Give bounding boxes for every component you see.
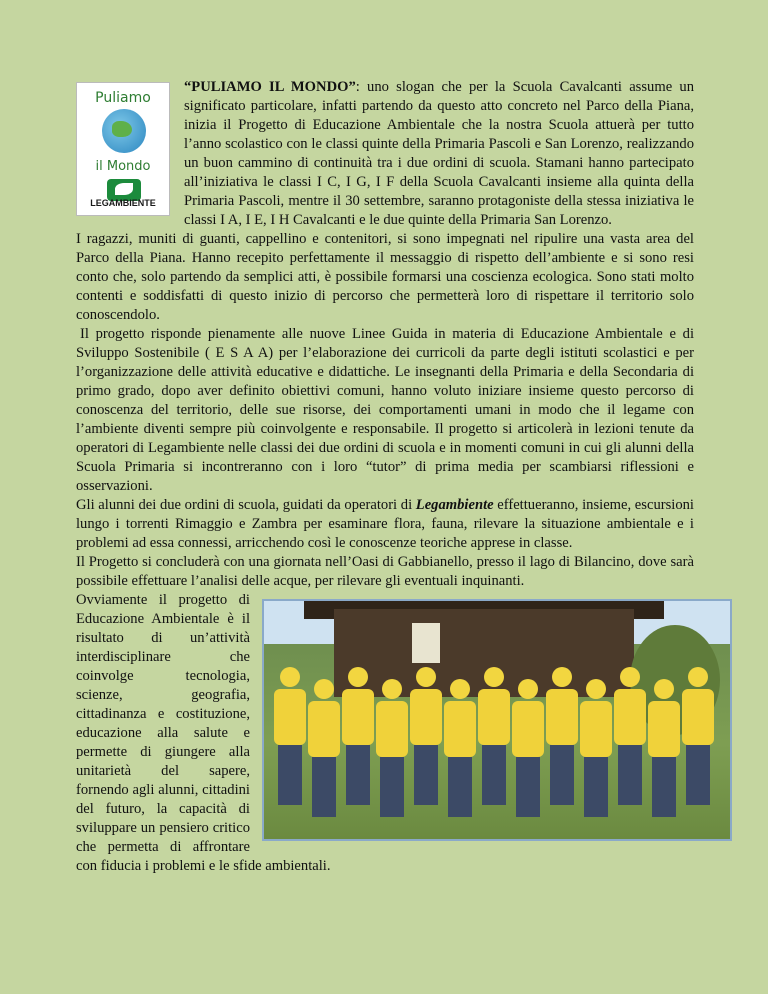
student-figure — [510, 679, 546, 839]
student-figure — [680, 667, 716, 827]
paragraph-4 — [76, 496, 694, 553]
student-figure — [306, 679, 342, 839]
student-figure — [340, 667, 376, 827]
logo-line2: il Mondo — [95, 159, 151, 174]
cabin-sign — [412, 623, 440, 663]
student-figure — [646, 679, 682, 839]
paragraph-2: I ragazzi, muniti di guanti, cappellino e contenitori, si sono impegnati nel ripulire una vasta area del Parco della Piana. Hanno recepito perfettamente il messaggio di rispetto dell’ambiente e si sono resi conto che, solo partendo da semplici atti, è possibile formarsi una coscienza ecologica. Sono stati molto contenti e soddisfatti di questo inizio di percorso che permetterà loro di rispettare il territorio solo conoscendolo. — [76, 231, 694, 323]
logo-brand: LEGAMBIENTE — [90, 198, 156, 208]
paragraph-5: Il Progetto si concluderà con una giornata nell’Oasi di Gabbianello, presso il lago di Bilancino, dove sarà possibile effettuare l’analisi delle acque, per rilevare gli eventuali inquinanti. — [76, 554, 694, 589]
student-figure — [442, 679, 478, 839]
article-body — [76, 78, 694, 876]
paragraph-4-before: Gli alunni dei due ordini di scuola, guidati da operatori di — [76, 497, 416, 513]
paragraph-6-text: Ovviamente il progetto di Educazione Ambientale è il risultato di un’attività interdisciplinare che coinvolge tecnologia, scienze, geografia, cittadinanza e costituzione, educazione alla salute e permette di giungere alla unitarietà del sapere, fornendo agli alunni, cittadini del futuro, la capacità di sviluppare un pensiero critico che permetta di affrontare con fiducia i problemi e le sfide ambientali. — [76, 592, 331, 874]
students-group — [264, 661, 730, 831]
student-figure — [476, 667, 512, 827]
paragraph-3: Il progetto risponde pienamente alle nuove Linee Guida in materia di Educazione Ambientale e di Sviluppo Sostenibile ( E S A A) per l’elaborazione dei curricoli da parte degli istituti scolastici e per l’organizzazione delle attività educative e didattiche. Le insegnanti della Primaria e della Secondaria di primo grado, dopo aver definito obiettivi comuni, hanno voluto iniziare insieme questo percorso di conoscenza del territorio, delle sue risorse, dei comportamenti umani in modo che il legame con l’ambiente diventi sempre più coinvolgente e responsabile. Il progetto si articolerà in lezioni tenute da operatori di Legambiente nelle classi dei due ordini di scuola e in momenti comuni in cui gli alunni della Scuola Primaria si incontreranno con i loro “tutor” di prima media per scambiarsi riflessioni e osservazioni. — [76, 326, 694, 494]
legambiente-emphasis: Legambiente — [415, 497, 494, 513]
globe-icon — [102, 109, 146, 153]
group-photo — [262, 599, 732, 841]
logo-line1: Puliamo — [95, 90, 151, 106]
puliamo-il-mondo-logo — [76, 82, 170, 216]
student-figure — [272, 667, 308, 827]
student-figure — [578, 679, 614, 839]
student-figure — [374, 679, 410, 839]
student-figure — [544, 667, 580, 827]
slogan: “PULIAMO IL MONDO” — [184, 79, 356, 95]
student-figure — [612, 667, 648, 827]
paragraph-4-after: effettueranno, insieme, escursioni lungo i torrenti Rimaggio e Zambra per esaminare flora, fauna, rilevare la situazione ambientale e i problemi ad essa connessi, arricchendo così le conoscenze teoriche apprese in classe. — [76, 497, 694, 551]
paragraph-6 — [76, 591, 694, 876]
student-figure — [408, 667, 444, 827]
paragraph-1-text: : uno slogan che per la Scuola Cavalcanti assume un significato particolare, infatti partendo da questo atto concreto nel Parco della Piana, inizia il Progetto di Educazione Ambientale che la nostra Scuola attuerà per tutto l’anno scolastico con le classi quinte della Primaria Pascoli e San Lorenzo, realizzando un buon cammino di continuità tra i due ordini di scuola. Stamani hanno partecipato all’iniziativa le classi I C, I G, I F della Scuola Cavalcanti insieme alla quinta della Primaria Pascoli, mentre il 30 settembre, saranno protagoniste della stessa iniziativa le classi I A, I E, I H Cavalcanti e le due quinte della Primaria San Lorenzo. — [184, 79, 694, 228]
